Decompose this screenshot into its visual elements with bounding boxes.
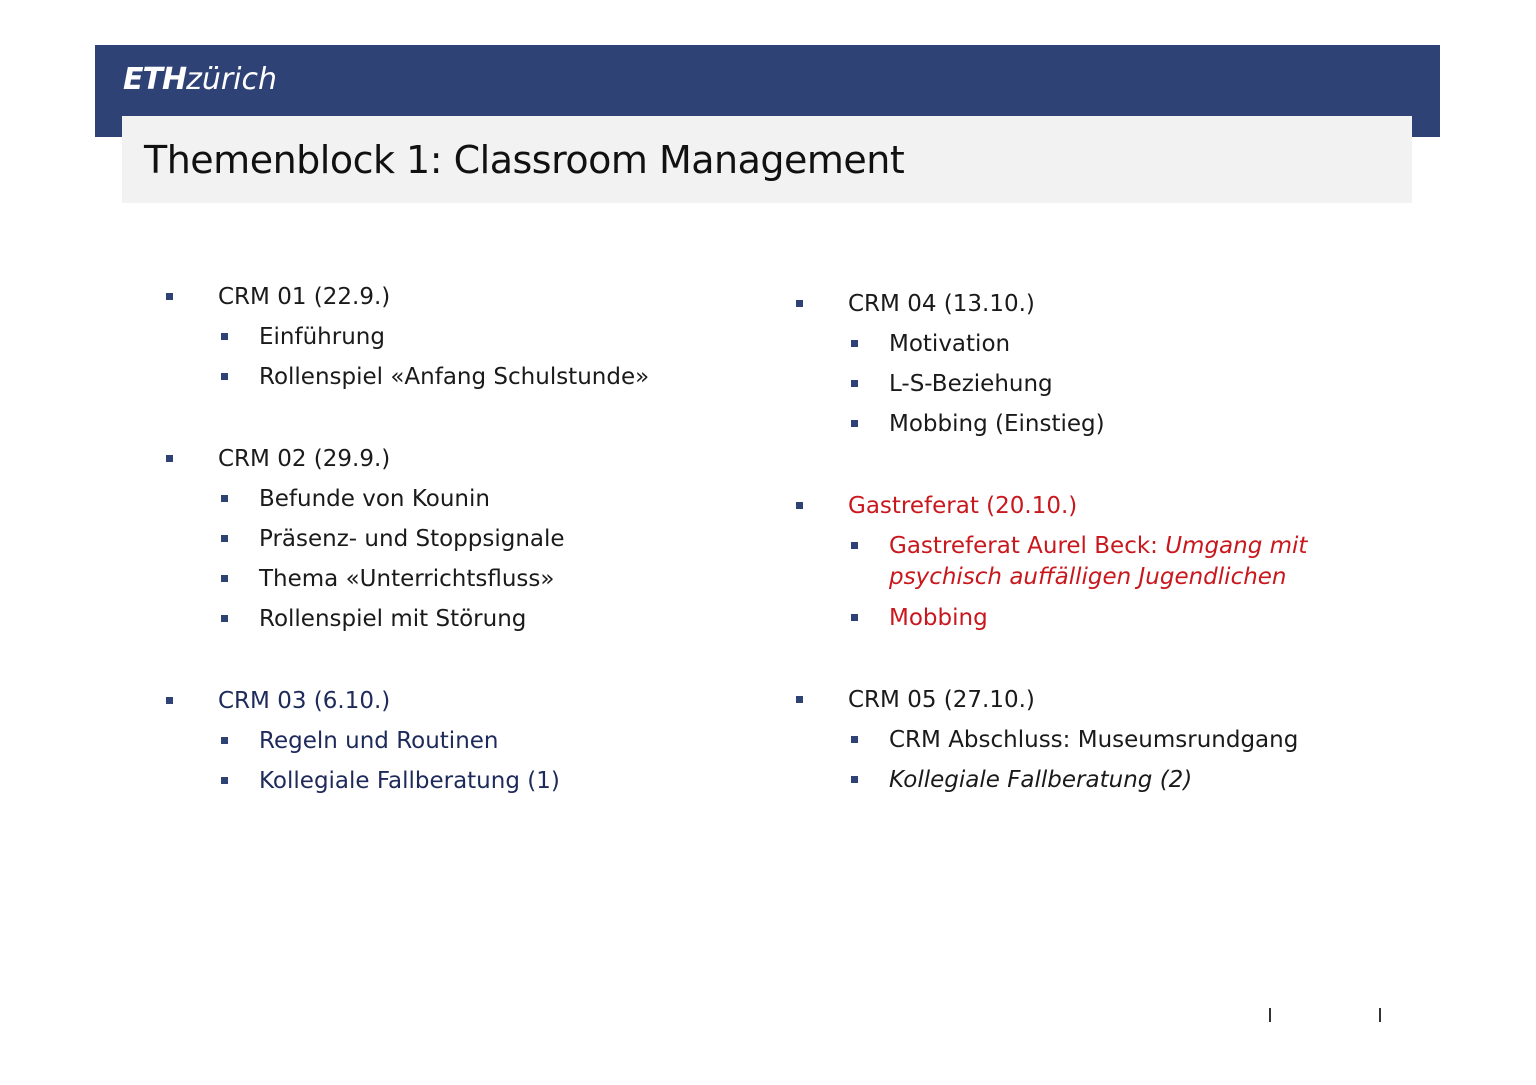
logo-eth: ETH (123, 62, 187, 97)
session-heading: CRM 03 (6.10.) (218, 688, 391, 714)
footer-separator (1379, 1008, 1381, 1022)
session-topic: Regeln und Routinen (259, 728, 499, 754)
square-bullet-icon (221, 373, 228, 380)
session-crm05 (790, 685, 1410, 795)
list-item (160, 444, 760, 474)
list-item (160, 726, 760, 756)
session-topic: Rollenspiel «Anfang Schulstunde» (259, 364, 650, 390)
left-column (160, 282, 760, 796)
session-topic: L-S-Beziehung (889, 371, 1053, 397)
session-topic: Motivation (889, 331, 1011, 357)
square-bullet-icon (166, 697, 173, 704)
session-crm02 (160, 444, 760, 634)
square-bullet-icon (851, 340, 858, 347)
session-gastreferat (790, 491, 1410, 633)
session-heading: Gastreferat (20.10.) (848, 493, 1078, 519)
list-item (790, 685, 1410, 715)
session-topic: CRM Abschluss: Museumsrundgang (889, 727, 1299, 753)
square-bullet-icon (851, 614, 858, 621)
session-crm03 (160, 686, 760, 796)
square-bullet-icon (796, 300, 803, 307)
right-column (790, 289, 1410, 795)
square-bullet-icon (221, 737, 228, 744)
square-bullet-icon (851, 736, 858, 743)
list-item (160, 322, 760, 352)
session-crm01 (160, 282, 760, 392)
list-item (790, 765, 1410, 795)
session-topic: Kollegiale Fallberatung (1) (259, 768, 560, 794)
list-item (790, 329, 1410, 359)
list-item (790, 409, 1410, 439)
session-heading: CRM 04 (13.10.) (848, 291, 1035, 317)
list-item (160, 604, 760, 634)
square-bullet-icon (166, 293, 173, 300)
list-item (790, 531, 1410, 593)
session-topic: Präsenz- und Stoppsignale (259, 526, 565, 552)
list-item (160, 686, 760, 716)
square-bullet-icon (851, 420, 858, 427)
list-item (160, 564, 760, 594)
logo-zurich: zürich (186, 62, 278, 97)
session-topic: Kollegiale Fallberatung (2) (889, 767, 1193, 793)
list-item (790, 491, 1410, 521)
square-bullet-icon (851, 776, 858, 783)
list-item (790, 725, 1410, 755)
square-bullet-icon (166, 455, 173, 462)
list-item (790, 289, 1410, 319)
session-topic: Thema «Unterrichtsfluss» (259, 566, 555, 592)
square-bullet-icon (221, 575, 228, 582)
session-heading: CRM 05 (27.10.) (848, 687, 1035, 713)
eth-logo (123, 62, 277, 98)
list-item (160, 766, 760, 796)
list-item (160, 524, 760, 554)
session-heading: CRM 02 (29.9.) (218, 446, 391, 472)
square-bullet-icon (796, 502, 803, 509)
session-crm04 (790, 289, 1410, 439)
session-topic: Rollenspiel mit Störung (259, 606, 527, 632)
square-bullet-icon (221, 615, 228, 622)
list-item (790, 603, 1410, 633)
square-bullet-icon (851, 542, 858, 549)
list-item (160, 362, 760, 392)
square-bullet-icon (221, 535, 228, 542)
session-heading: CRM 01 (22.9.) (218, 284, 391, 310)
list-item (790, 369, 1410, 399)
session-topic: Einführung (259, 324, 385, 350)
session-topic: Mobbing (889, 605, 988, 631)
square-bullet-icon (221, 495, 228, 502)
page-title: Themenblock 1: Classroom Management (144, 138, 905, 182)
square-bullet-icon (796, 696, 803, 703)
square-bullet-icon (221, 777, 228, 784)
list-item (160, 282, 760, 312)
session-topic-italic: Umgang mit psychisch auffälligen Jugendlichen (889, 533, 1308, 590)
session-topic: Befunde von Kounin (259, 486, 490, 512)
footer-separator (1269, 1008, 1271, 1022)
list-item (160, 484, 760, 514)
square-bullet-icon (851, 380, 858, 387)
session-topic: Mobbing (Einstieg) (889, 411, 1105, 437)
square-bullet-icon (221, 333, 228, 340)
session-topic-prefix: Gastreferat Aurel Beck: (889, 533, 1166, 559)
